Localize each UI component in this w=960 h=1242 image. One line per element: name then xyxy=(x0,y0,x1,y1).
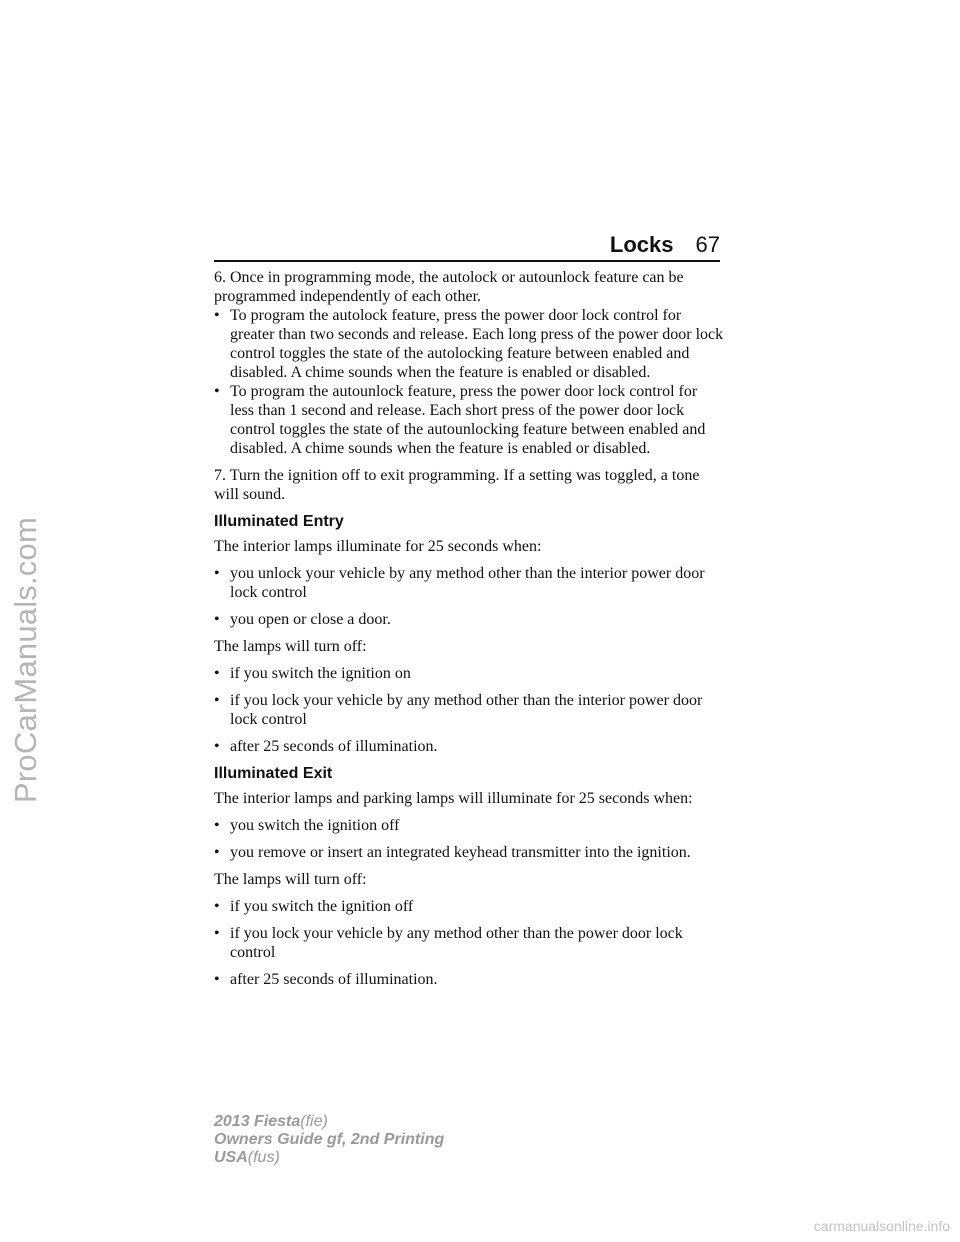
entry-off-list xyxy=(214,664,724,756)
list-item xyxy=(214,664,724,683)
bullet-icon: • xyxy=(214,925,220,942)
step-6-list xyxy=(214,306,724,458)
bullet-icon: • xyxy=(214,817,220,834)
watermark-side xyxy=(4,360,48,960)
footer-line-3 xyxy=(214,1149,444,1167)
heading-illuminated-entry: Illuminated Entry xyxy=(214,513,344,530)
page-footer xyxy=(214,1113,444,1167)
bullet-icon: • xyxy=(214,565,220,582)
footer-market-code: (fus) xyxy=(247,1149,280,1166)
footer-market: USA xyxy=(214,1149,248,1166)
bullet-icon: • xyxy=(214,665,220,682)
footer-line-1 xyxy=(214,1113,444,1131)
section-title: Locks xyxy=(609,232,674,257)
watermark-bottom: carmanualsonline.info xyxy=(813,1218,950,1234)
list-item-text: after 25 seconds of illumination. xyxy=(230,971,438,988)
page-content xyxy=(214,268,724,997)
page-header xyxy=(214,226,720,262)
exit-intro: The interior lamps and parking lamps will illuminate for 25 seconds when: xyxy=(214,790,693,807)
bullet-icon: • xyxy=(214,611,220,628)
list-item-text: if you lock your vehicle by any method other than the interior power door lock control xyxy=(230,692,703,728)
exit-off-intro: The lamps will turn off: xyxy=(214,871,367,888)
list-item xyxy=(214,306,724,382)
entry-off-intro: The lamps will turn off: xyxy=(214,638,367,655)
bullet-icon: • xyxy=(214,844,220,861)
bullet-icon: • xyxy=(214,692,220,709)
footer-line-2 xyxy=(214,1131,444,1149)
list-item xyxy=(214,382,724,458)
list-item-text: To program the autolock feature, press the power door lock control for greater than two seconds and release. Each long press of the power door lock control toggles the state of the autolocking feature between enabled and disabled. A chime sounds when the feature is enabled or disabled. xyxy=(230,307,724,381)
list-item xyxy=(214,843,724,862)
bullet-icon: • xyxy=(214,971,220,988)
bullet-icon: • xyxy=(214,898,220,915)
list-item xyxy=(214,737,724,756)
list-item-text: if you switch the ignition on xyxy=(230,665,411,682)
exit-off-list xyxy=(214,897,724,989)
heading-illuminated-exit: Illuminated Exit xyxy=(214,765,333,782)
footer-model: 2013 Fiesta xyxy=(214,1113,301,1130)
list-item-text: you remove or insert an integrated keyhead transmitter into the ignition. xyxy=(230,844,691,861)
list-item xyxy=(214,924,724,962)
entry-when-list xyxy=(214,564,724,629)
footer-guide: Owners Guide gf, 2nd Printing xyxy=(214,1131,445,1148)
bullet-icon: • xyxy=(214,738,220,755)
list-item-text: if you switch the ignition off xyxy=(230,898,414,915)
list-item xyxy=(214,691,724,729)
list-item xyxy=(214,610,724,629)
list-item-text: you open or close a door. xyxy=(230,611,391,628)
list-item-text: if you lock your vehicle by any method other than the power door lock control xyxy=(230,925,683,961)
list-item xyxy=(214,816,724,835)
bullet-icon: • xyxy=(214,383,220,400)
list-item xyxy=(214,970,724,989)
list-item xyxy=(214,897,724,916)
step-7: 7. Turn the ignition off to exit programming. If a setting was toggled, a tone will sound. xyxy=(214,467,700,503)
exit-when-list xyxy=(214,816,724,862)
entry-intro: The interior lamps illuminate for 25 seconds when: xyxy=(214,538,542,555)
step-6-intro: 6. Once in programming mode, the autolock or autounlock feature can be programmed independently of each other. xyxy=(214,269,684,305)
bullet-icon: • xyxy=(214,307,220,324)
footer-model-code: (fie) xyxy=(300,1113,328,1130)
watermark-side-text: ProCarManuals.com xyxy=(8,517,44,803)
page-number: 67 xyxy=(695,232,720,257)
list-item-text: To program the autounlock feature, press the power door lock control for less than 1 second and release. Each short press of the power door lock control toggles the state of the autounlocking feature between enabled and disabled. A chime sounds when the feature is enabled or disabled. xyxy=(230,383,706,457)
list-item xyxy=(214,564,724,602)
list-item-text: you switch the ignition off xyxy=(230,817,400,834)
list-item-text: after 25 seconds of illumination. xyxy=(230,738,438,755)
list-item-text: you unlock your vehicle by any method other than the interior power door lock control xyxy=(230,565,705,601)
